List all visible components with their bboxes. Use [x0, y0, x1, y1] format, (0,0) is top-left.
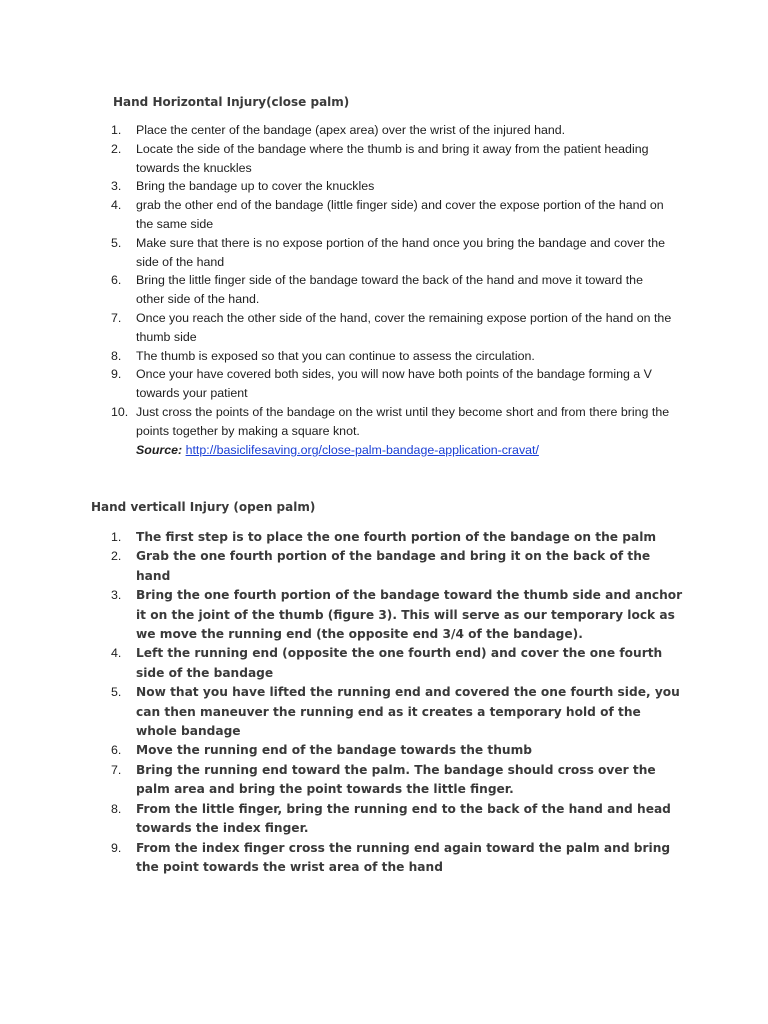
- list-item: [113, 347, 673, 366]
- list-item: [113, 177, 673, 196]
- open-palm-steps-list: [113, 528, 683, 877]
- list-item-number: 9.: [111, 840, 122, 855]
- list-item-number: 6.: [111, 743, 122, 758]
- list-item: [113, 800, 683, 839]
- list-item-number: 7.: [111, 310, 122, 325]
- list-item-number: 10.: [111, 404, 129, 419]
- list-item-text: Bring the little finger side of the bandage toward the back of the hand and move it toward the other side of the hand.: [136, 273, 643, 307]
- list-item-text: From the index finger cross the running end again toward the palm and bring the point towards the wrist area of the hand: [136, 840, 671, 874]
- list-item: [113, 761, 683, 800]
- list-item-number: 2.: [111, 549, 122, 564]
- list-item-number: 6.: [111, 273, 122, 288]
- list-item-number: 4.: [111, 646, 122, 661]
- list-item-text: Grab the one fourth portion of the bandage and bring it on the back of the hand: [136, 549, 651, 583]
- list-item: [113, 140, 673, 178]
- list-item: [113, 403, 673, 441]
- list-item-text: The first step is to place the one fourth portion of the bandage on the palm: [136, 530, 657, 544]
- source-label: Source:: [136, 443, 183, 457]
- list-item: [113, 586, 683, 644]
- list-item-number: 8.: [111, 801, 122, 816]
- list-item-text: Bring the bandage up to cover the knuckles: [136, 179, 375, 194]
- list-item: [113, 309, 673, 347]
- list-item: [113, 271, 673, 309]
- list-item: [113, 121, 673, 140]
- list-item: [113, 528, 683, 547]
- list-item-text: Make sure that there is no expose portion of the hand once you bring the bandage and cover the side of the hand: [136, 235, 666, 269]
- list-item-number: 5.: [111, 235, 122, 250]
- list-item-text: Just cross the points of the bandage on the wrist until they become short and from there bring the points together by making a square knot.: [136, 404, 670, 438]
- list-item-number: 8.: [111, 348, 122, 363]
- list-item-text: grab the other end of the bandage (little finger side) and cover the expose portion of the hand on the same side: [136, 198, 664, 231]
- list-item-number: 4.: [111, 198, 122, 213]
- list-item-text: Bring the one fourth portion of the bandage toward the thumb side and anchor it on the joint of the thumb (figure 3). This will serve as our temporary lock as we move the running end (the opposite end 3/4 of the bandage).: [136, 588, 683, 642]
- close-palm-steps-list: [113, 121, 673, 441]
- list-item-text: From the little finger, bring the running end to the back of the hand and head towards the index finger.: [136, 801, 671, 836]
- list-item: [113, 644, 683, 683]
- section-heading-open-palm: Hand verticall Injury (open palm): [91, 500, 316, 514]
- list-item-text: The thumb is exposed so that you can continue to assess the circulation.: [136, 348, 535, 363]
- list-item-text: Place the center of the bandage (apex area) over the wrist of the injured hand.: [136, 123, 566, 137]
- list-item: [113, 365, 673, 403]
- list-item-number: 3.: [111, 179, 122, 194]
- list-item: [113, 683, 683, 741]
- list-item-number: 7.: [111, 762, 122, 777]
- list-item-number: 9.: [111, 367, 122, 382]
- list-item-text: Once your have covered both sides, you will now have both points of the bandage forming a V towards your patient: [136, 367, 652, 401]
- list-item-text: Move the running end of the bandage towards the thumb: [136, 743, 532, 758]
- list-item-number: 3.: [111, 588, 122, 603]
- list-item-number: 1.: [111, 123, 122, 137]
- list-item-text: Once you reach the other side of the hand, cover the remaining expose portion of the hand on the thumb side: [136, 310, 672, 344]
- list-item-text: Locate the side of the bandage where the thumb is and bring it away from the patient heading towards the knuckles: [136, 141, 649, 175]
- source-link[interactable]: http://basiclifesaving.org/close-palm-bandage-application-cravat/: [185, 443, 539, 457]
- list-item-number: 1.: [111, 530, 122, 544]
- list-item: [113, 741, 683, 760]
- list-item: [113, 839, 683, 878]
- list-item: [113, 234, 673, 272]
- list-item: [113, 547, 683, 586]
- list-item-number: 5.: [111, 685, 122, 700]
- source-line: [136, 441, 539, 459]
- list-item-text: Bring the running end toward the palm. The bandage should cross over the palm area and bring the point towards the little finger.: [136, 762, 656, 797]
- section-heading-close-palm: Hand Horizontal Injury(close palm): [113, 95, 350, 109]
- list-item-number: 2.: [111, 141, 122, 156]
- list-item: [113, 196, 673, 234]
- list-item-text: Left the running end (opposite the one fourth end) and cover the one fourth side of the bandage: [136, 646, 663, 680]
- list-item-text: Now that you have lifted the running end and covered the one fourth side, you can then maneuver the running end as it creates a temporary hold of the whole bandage: [136, 685, 680, 739]
